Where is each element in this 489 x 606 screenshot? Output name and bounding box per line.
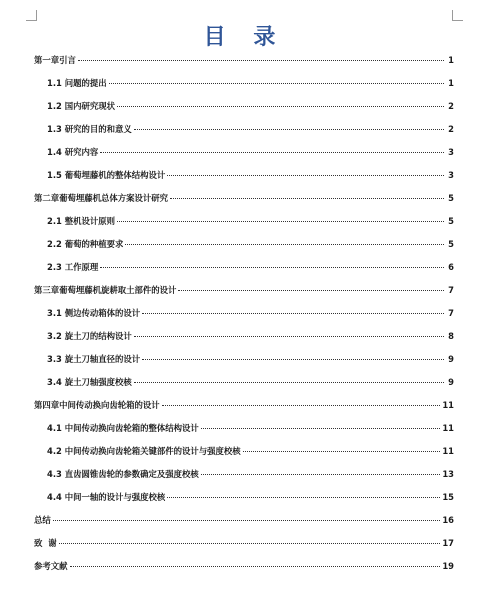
toc-entry-text: 3.3 旋土刀轴直径的设计	[47, 354, 141, 364]
leader-dots	[78, 59, 444, 61]
leader-dots	[201, 427, 441, 429]
toc-entry[interactable]	[47, 100, 454, 112]
toc-entry[interactable]	[47, 422, 454, 434]
leader-dots	[162, 404, 441, 406]
toc-page-number: 1	[448, 55, 454, 65]
toc-page-number: 11	[442, 400, 454, 410]
toc-entry[interactable]	[34, 54, 454, 66]
toc-page-number: 5	[448, 239, 454, 249]
toc-page-number: 2	[448, 101, 454, 111]
toc-page-number: 17	[442, 538, 454, 548]
toc-page-number: 7	[448, 308, 454, 318]
toc-entry-text: 3.4 旋土刀轴强度校核	[47, 377, 132, 387]
toc-page-number: 8	[448, 331, 454, 341]
toc-page-number: 11	[442, 423, 454, 433]
toc-page-number: 19	[442, 561, 454, 571]
leader-dots	[167, 174, 444, 176]
leader-dots	[125, 243, 444, 245]
toc-page-number: 3	[448, 147, 454, 157]
toc-entry[interactable]	[47, 353, 454, 365]
leader-dots	[178, 289, 444, 291]
leader-dots	[109, 82, 444, 84]
toc-entry-text: 3.2 旋土刀的结构设计	[47, 331, 132, 341]
toc-entry-text: 2.3 工作原理	[47, 262, 99, 272]
toc-entry[interactable]	[47, 330, 454, 342]
leader-dots	[243, 450, 441, 452]
leader-dots	[117, 105, 444, 107]
toc-entry[interactable]	[47, 77, 454, 89]
toc-entry-text: 4.4 中间一轴的设计与强度校核	[47, 492, 166, 502]
toc-entry[interactable]	[47, 169, 454, 181]
leader-dots	[167, 496, 440, 498]
toc-page-number: 3	[448, 170, 454, 180]
toc-entry[interactable]	[47, 468, 454, 480]
leader-dots	[142, 312, 444, 314]
toc-page-number: 1	[448, 78, 454, 88]
toc-entry[interactable]	[47, 376, 454, 388]
toc-entry-text: 第三章葡萄埋藤机旋耕取土部件的设计	[34, 285, 177, 295]
toc-entry[interactable]	[34, 514, 454, 526]
leader-dots	[100, 266, 444, 268]
toc-page-number: 15	[442, 492, 454, 502]
toc-entry-text: 总结	[34, 515, 51, 525]
toc-entry-text: 4.3 直齿圆锥齿轮的参数确定及强度校核	[47, 469, 199, 479]
toc-entry-text: 1.1 问题的提出	[47, 78, 107, 88]
toc-page-number: 2	[448, 124, 454, 134]
leader-dots	[142, 358, 444, 360]
toc-entry-text: 1.5 葡萄埋藤机的整体结构设计	[47, 170, 166, 180]
toc-page-number: 11	[442, 446, 454, 456]
toc-entry[interactable]	[34, 560, 454, 572]
toc-page-number: 16	[442, 515, 454, 525]
toc-entry-text: 2.2 葡萄的种植要求	[47, 239, 124, 249]
toc-page-number: 7	[448, 285, 454, 295]
toc-entry-text: 4.2 中间传动换向齿轮箱关键部件的设计与强度校核	[47, 446, 241, 456]
toc-entry[interactable]	[34, 284, 454, 296]
toc-entry[interactable]	[47, 146, 454, 158]
toc-entry-text: 1.3 研究的目的和意义	[47, 124, 132, 134]
leader-dots	[170, 197, 444, 199]
toc-entry[interactable]	[47, 215, 454, 227]
toc-entry-text: 参考文献	[34, 561, 68, 571]
toc-entry-text: 1.4 研究内容	[47, 147, 99, 157]
toc-entry-text: 2.1 整机设计原则	[47, 216, 116, 226]
toc-entry[interactable]	[34, 537, 454, 549]
toc-page-number: 9	[448, 377, 454, 387]
leader-dots	[134, 128, 444, 130]
toc-page-number: 5	[448, 216, 454, 226]
toc-entry[interactable]	[47, 238, 454, 250]
toc-page-number: 13	[442, 469, 454, 479]
toc-entry[interactable]	[47, 445, 454, 457]
toc-entry[interactable]	[47, 123, 454, 135]
toc-entry-text: 1.2 国内研究现状	[47, 101, 116, 111]
leader-dots	[201, 473, 441, 475]
toc-entry-text: 4.1 中间传动换向齿轮箱的整体结构设计	[47, 423, 199, 433]
toc-entry-text: 第四章中间传动换向齿轮箱的设计	[34, 400, 160, 410]
leader-dots	[134, 335, 444, 337]
leader-dots	[100, 151, 444, 153]
toc-page-number: 5	[448, 193, 454, 203]
leader-dots	[134, 381, 444, 383]
toc-title: 目 录	[203, 24, 286, 50]
toc-entry[interactable]	[47, 491, 454, 503]
leader-dots	[53, 519, 441, 521]
toc-entry-text: 致 谢	[34, 538, 57, 548]
leader-dots	[117, 220, 444, 222]
toc-entry[interactable]	[34, 399, 454, 411]
toc-entry[interactable]	[34, 192, 454, 204]
leader-dots	[59, 542, 441, 544]
toc-page-number: 9	[448, 354, 454, 364]
toc-entry-text: 3.1 侧边传动箱体的设计	[47, 308, 141, 318]
toc-entry-text: 第二章葡萄埋藤机总体方案设计研究	[34, 193, 168, 203]
toc-entry-text: 第一章引言	[34, 55, 76, 65]
toc-page-number: 6	[448, 262, 454, 272]
leader-dots	[70, 565, 441, 567]
toc-entry[interactable]	[47, 261, 454, 273]
toc-entry[interactable]	[47, 307, 454, 319]
